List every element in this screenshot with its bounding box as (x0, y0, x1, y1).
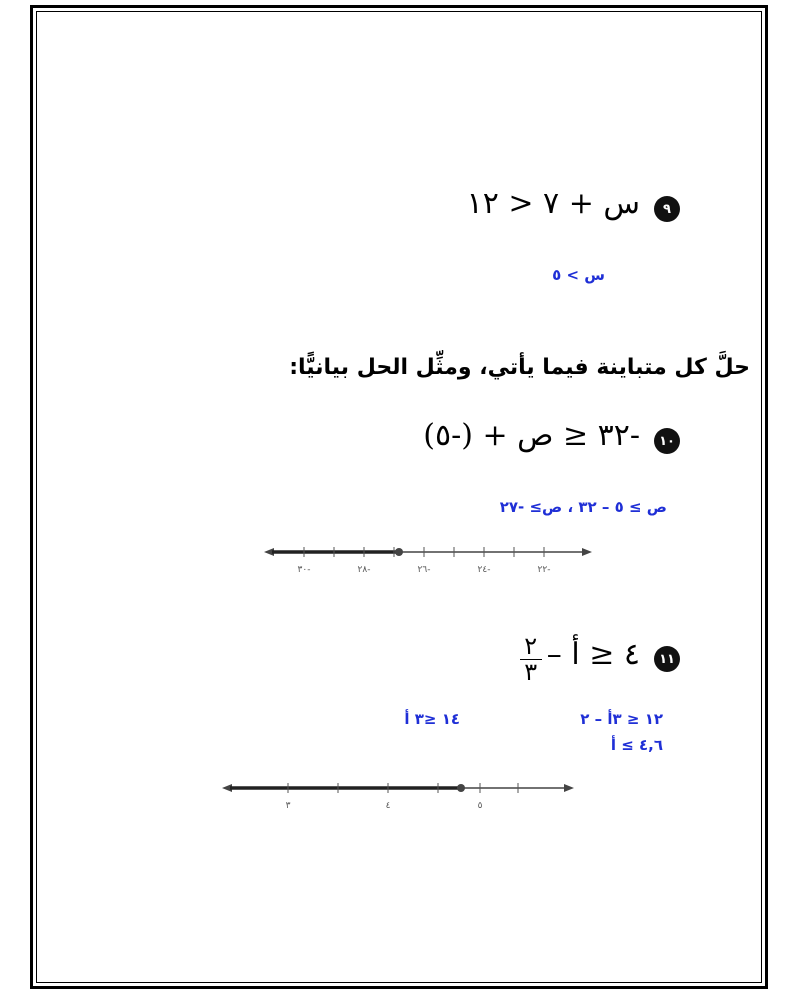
problem-10-badge (654, 428, 680, 454)
problem-9-equation: س + ٧ < ١٢ (466, 186, 640, 221)
problem-9-number: ٩ (663, 201, 671, 217)
problem-10-answer: ص ≥ ٥ – ٣٢ ، ص≥ -٢٧ (499, 498, 667, 516)
tick-label: ٢٨- (357, 565, 371, 575)
closed-point (457, 784, 465, 792)
section-heading: حلَّ كل متباينة فيما يأتي، ومثِّل الحل بيانيًّا: (289, 355, 750, 380)
problem-11-number-line (218, 772, 580, 814)
problem-11-number: ١١ (659, 651, 675, 667)
tick-label: ٢٤- (477, 565, 491, 575)
problem-11-answer-step3: ٤,٦ ≥ أ (610, 736, 663, 754)
problem-10-equation: -٣٢ ≤ ص + (-٥) (423, 418, 640, 453)
problem-9-answer: س > ٥ (552, 266, 605, 284)
tick-label: ٣٠- (297, 565, 311, 575)
tick-label: ٢٦- (417, 565, 431, 575)
fraction-denominator: ٣ (524, 658, 538, 687)
fraction-numerator: ٢ (524, 632, 538, 660)
right-arrow-icon (564, 784, 574, 792)
problem-11-fraction (520, 634, 542, 685)
problem-9-badge (654, 196, 680, 222)
problem-11-answer-step1: ١٢ ≤ ٣أ – ٢ (580, 710, 663, 728)
problem-11-badge (654, 646, 680, 672)
problem-10-number: ١٠ (659, 433, 675, 449)
tick-label: ٢٢- (537, 565, 551, 575)
tick-label: ٣ (285, 801, 291, 811)
problem-10-number-line (260, 536, 600, 578)
tick-label: ٥ (477, 801, 483, 811)
problem-11-equation: ٤ ≤ أ – (546, 637, 640, 673)
closed-point (395, 548, 403, 556)
right-arrow-icon (582, 548, 592, 556)
problem-11-answer-step2: ١٤ ≤٣ أ (404, 710, 460, 728)
problem-11-equation-group (514, 634, 640, 685)
tick-label: ٤ (385, 801, 391, 811)
page-border-inner (36, 11, 762, 983)
